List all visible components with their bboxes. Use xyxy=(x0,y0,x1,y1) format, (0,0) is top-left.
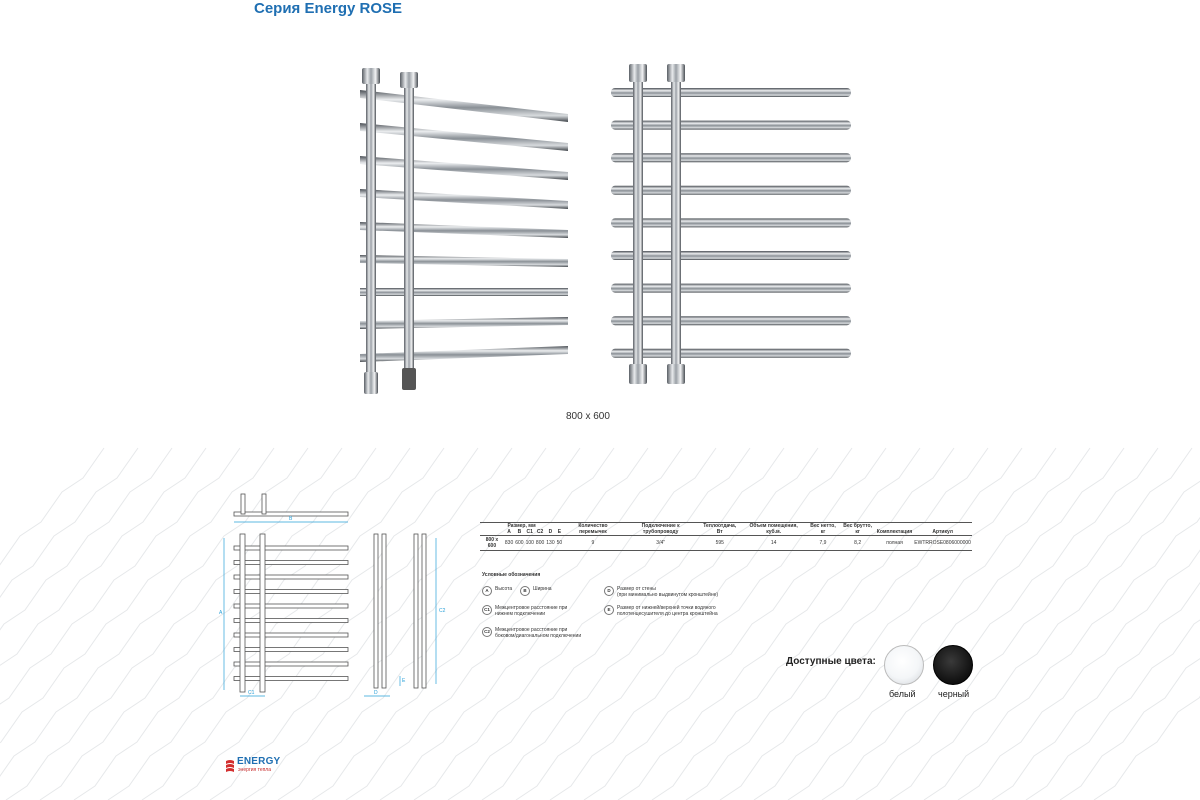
color-swatch-black xyxy=(933,645,973,685)
legend-item-d xyxy=(604,586,718,598)
spec-cell: 800 xyxy=(535,540,545,546)
drawing-rung xyxy=(234,561,348,565)
legend-item-c2 xyxy=(482,627,581,639)
spec-cell: полная xyxy=(886,540,903,546)
spec-col-header: Теплоотдача, Вт xyxy=(703,523,737,535)
wave-line xyxy=(0,448,172,800)
legend-key: C1 xyxy=(482,605,492,615)
spec-cell: 130 xyxy=(546,540,555,546)
wave-line xyxy=(0,448,240,800)
spec-cell: 600 xyxy=(515,540,524,546)
rung-bar xyxy=(611,316,851,325)
spec-group-header: Размер, мм xyxy=(507,523,536,529)
wave-line xyxy=(1026,448,1200,800)
rung-bar xyxy=(611,153,851,162)
spec-cell: 7,9 xyxy=(819,540,827,546)
spec-cell: 595 xyxy=(715,540,724,546)
spec-table xyxy=(480,522,972,551)
wave-line xyxy=(0,448,206,800)
color-label-black: черный xyxy=(938,689,970,699)
spec-dim-header: E xyxy=(557,529,562,535)
spec-dim-header: D xyxy=(548,529,553,535)
rung-bar xyxy=(611,284,851,293)
rung-bar xyxy=(360,255,568,267)
spec-cell: 14 xyxy=(770,540,777,546)
rung-bar xyxy=(360,222,568,238)
spec-col-header: Артикул xyxy=(932,529,953,535)
legend-item-b xyxy=(520,586,552,596)
spec-col-header: Вес нетто, кг xyxy=(810,523,836,535)
spec-dim-header: C2 xyxy=(536,529,544,535)
legend-text: Размер от нижней/верхней точки водяного полотенцесушителя до центра кронштейна xyxy=(617,605,718,617)
legend-key: A xyxy=(482,586,492,596)
drawing-rung xyxy=(234,590,348,594)
wave-line xyxy=(958,448,1200,800)
color-label-white: белый xyxy=(889,689,916,699)
rung-bar xyxy=(611,186,851,195)
brand-name: ENERGY xyxy=(237,756,281,767)
rung-bar xyxy=(360,123,568,151)
dim-label-a: A xyxy=(219,610,223,616)
spec-cell: 830 xyxy=(504,540,514,546)
spec-dim-header: A xyxy=(507,529,511,535)
wave-line xyxy=(992,448,1200,800)
rung-bar xyxy=(611,88,851,97)
spec-col-header: Количество перемычек xyxy=(578,523,608,535)
rung-bar xyxy=(611,251,851,260)
legend-item-e xyxy=(604,605,718,617)
legend-key: B xyxy=(520,586,530,596)
wave-line xyxy=(924,448,1200,800)
drawing-rung xyxy=(234,677,348,681)
rung-bar xyxy=(360,288,568,296)
wave-line xyxy=(890,448,1200,800)
legend-text: Высота xyxy=(495,586,513,592)
colors-title: Доступные цвета: xyxy=(786,656,876,667)
spec-cell: 8,2 xyxy=(854,540,862,546)
rung-bar xyxy=(611,121,851,130)
spec-dim-header: B xyxy=(517,529,522,535)
wave-line xyxy=(0,448,138,800)
drawing-rung xyxy=(234,633,348,637)
dim-label-c1: C1 xyxy=(248,690,255,696)
rung-bar xyxy=(360,346,568,362)
legend-text: Межцентровое расстояние при боковом/диагональном подключении xyxy=(495,627,582,639)
drawing-rung xyxy=(234,546,348,550)
spec-cell: 9 xyxy=(591,540,595,546)
drawing-rung xyxy=(234,662,348,666)
rung-bar xyxy=(360,317,568,329)
wave-line xyxy=(0,448,104,800)
spec-cell-size: 800 x 600 xyxy=(485,537,499,549)
drawing-rung xyxy=(234,619,348,623)
product-photo-front xyxy=(605,60,855,390)
legend-item-c1 xyxy=(482,605,567,617)
legend-text: Ширина xyxy=(533,586,552,592)
rung-bar xyxy=(360,90,568,122)
spec-col-header: Объем помещения, куб.м. xyxy=(749,523,798,535)
legend-key: C2 xyxy=(482,627,492,637)
drawing-rung xyxy=(234,575,348,579)
rung-bar xyxy=(360,189,568,209)
color-swatch-white xyxy=(884,645,924,685)
spec-col-header: Комплектация xyxy=(876,529,913,535)
spec-cell: 100 xyxy=(525,540,534,546)
legend-title: Условные обозначения xyxy=(482,572,541,578)
drawing-rung xyxy=(234,648,348,652)
spec-dim-header: C1 xyxy=(526,529,533,535)
dim-label-e: E xyxy=(402,678,406,684)
legend-key: E xyxy=(604,605,614,615)
spec-cell: EWTRROSE0806000000 xyxy=(914,540,971,546)
page-title: Серия Energy ROSE xyxy=(254,0,403,17)
spec-col-header: Подключение к трубопроводу xyxy=(641,523,680,535)
technical-drawing xyxy=(214,486,444,706)
spec-cell: 50 xyxy=(556,540,563,546)
spec-col-header: Вес брутто, кг xyxy=(843,523,872,535)
rung-bar xyxy=(360,156,568,180)
dim-label-b: B xyxy=(289,516,293,522)
legend-item-a xyxy=(482,586,512,596)
rung-bar xyxy=(611,349,851,358)
legend-text: Размер от стены (при минимально выдвинутом кронштейне) xyxy=(617,586,719,598)
brand-tagline: энергия тепла xyxy=(238,767,272,773)
product-photo-angled xyxy=(350,60,580,400)
spec-cell: 3/4" xyxy=(656,540,666,546)
legend-key: D xyxy=(604,586,614,596)
drawing-rung xyxy=(234,604,348,608)
rung-bar xyxy=(611,218,851,227)
legend-text: Межцентровое расстояние при нижнем подключении xyxy=(495,605,568,617)
dim-label-c2: C2 xyxy=(439,608,446,614)
dim-label-d: D xyxy=(374,690,378,696)
size-caption: 800 x 600 xyxy=(566,411,610,422)
